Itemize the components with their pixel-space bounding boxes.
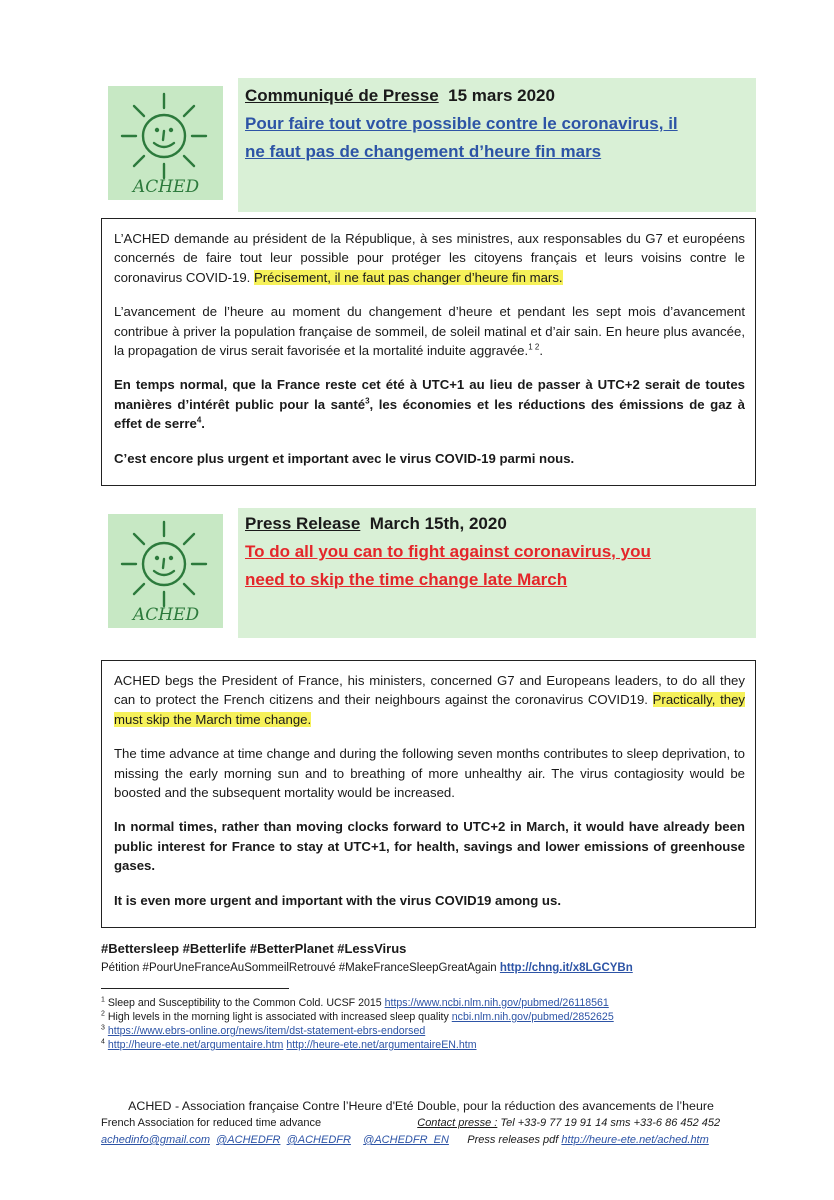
footnote-3-link[interactable]: https://www.ebrs-online.org/news/item/dst-statement-ebrs-endorsed (107, 1025, 426, 1037)
sun-face-icon (108, 86, 223, 200)
footer-twitter-link-2[interactable]: @ACHEDFR (286, 1134, 351, 1146)
fr-header (245, 86, 755, 166)
fr-highlight: Précisement, il ne faut pas changer d’heure fin mars. (253, 269, 563, 285)
fr-title: Pour faire tout votre possible contre le coronavirus, il ne faut pas de changement d’heure fin mars (245, 114, 678, 161)
en-highlight: Practically, they must skip the March time change. (114, 692, 745, 727)
footnote-4-link-fr[interactable]: http://heure-ete.net/argumentaire.htm (107, 1039, 284, 1051)
footer-twitter-link-1[interactable]: @ACHEDFR (216, 1134, 281, 1146)
fr-paragraph-3: En temps normal, que la France reste cet été à UTC+1 au lieu de passer à UTC+2 serait de toutes manières d’intérêt public pour la santé$^3$, les économies et les réductions des émissions de gaz à effet de serre$^4$. (114, 377, 745, 432)
fr-body-box (101, 218, 756, 486)
footer-email-link[interactable]: achedinfo@gmail.com (101, 1134, 210, 1146)
footer-twitter-link-en[interactable]: @ACHEDFR_EN (363, 1134, 449, 1146)
fr-release-label: Communiqué de Presse (245, 86, 439, 105)
sun-face-icon (108, 514, 223, 628)
footnote-3: $^3$ https://www.ebrs-online.org/news/item/dst-statement-ebrs-endorsed (101, 1024, 426, 1037)
logo-text: ACHED (132, 177, 200, 197)
hashtags: #Bettersleep #Betterlife #BetterPlanet #LessVirus (101, 941, 407, 956)
footer-association: ACHED - Association française Contre l’Heure d'Eté Double, pour la réduction des avancements de l’heure (128, 1099, 714, 1113)
footer-press-label: Press releases pdf (467, 1134, 562, 1146)
en-paragraph-3: In normal times, rather than moving clocks forward to UTC+2 in March, it would have already been public interest for France to stay at UTC+1, for health, savings and lower emissions of greenhouse gases. (114, 819, 745, 874)
ached-logo (108, 86, 223, 200)
footnote-2: $^2$ High levels in the morning light is associated with increased sleep quality ncbi.nlm.nih.gov/pubmed/2852625 (101, 1010, 614, 1023)
en-release-label: Press Release (245, 514, 361, 533)
logo-text: ACHED (132, 605, 200, 625)
en-body-box (101, 660, 756, 928)
footnote-1-link[interactable]: https://www.ncbi.nlm.nih.gov/pubmed/26118561 (384, 997, 609, 1009)
en-paragraph-2: The time advance at time change and during the following seven months contributes to sleep deprivation, to missing the early morning sun and to breathing of more unhealthy air. The virus contagiosity would be boosted and the subsequent mortality would be increased. (114, 746, 745, 801)
footer-association-en: French Association for reduced time advance (101, 1117, 322, 1129)
en-header (245, 514, 750, 594)
footnote-separator (101, 988, 289, 989)
fr-release-date: 15 mars 2020 (448, 86, 555, 105)
footnotes (101, 996, 614, 1052)
petition-line: Pétition #PourUneFranceAuSommeilRetrouvé #MakeFranceSleepGreatAgain http://chng.it/x8LGCYBn (101, 962, 633, 974)
en-release-date: March 15th, 2020 (369, 514, 507, 533)
footnote-4-link-en[interactable]: http://heure-ete.net/argumentaireEN.htm (286, 1039, 477, 1051)
fr-paragraph-1: L’ACHED demande au président de la République, à ses ministres, aux responsables du G7 et européens concernés de faire tout leur possible pour protéger les citoyens français et leurs voisins contre le coronavirus COVID-19. Précisement, il ne faut pas changer d’heure fin mars. (114, 231, 745, 285)
fr-paragraph-2: L’avancement de l’heure au moment du changement d’heure et pendant les sept mois d’avancement contribue à priver la population française de sommeil, de soleil matinal et d’air sain. En heure plus avancée, la propagation de virus serait favorisée et la mortalité induite aggravée.$^{1 2}$. (114, 304, 745, 359)
ached-logo (108, 514, 223, 628)
en-title: To do all you can to fight against coronavirus, you need to skip the time change late March (245, 542, 651, 589)
footer (101, 1098, 741, 1149)
en-paragraph-1: ACHED begs the President of France, his ministers, concerned G7 and Europeans leaders, to do all they can to protect the French citizens and their neighbours against the coronavirus COVID19. Practically, they must skip the March time change. (114, 673, 745, 727)
fr-paragraph-4: C’est encore plus urgent et important avec le virus COVID-19 parmi nous. (114, 450, 575, 466)
petition-link[interactable]: http://chng.it/x8LGCYBn (499, 962, 633, 974)
en-paragraph-4: It is even more urgent and important with the virus COVID19 among us. (114, 892, 561, 908)
footer-phone: Tel +33-9 77 19 91 14 sms +33-6 86 452 452 (497, 1117, 721, 1129)
footer-contact-label: Contact presse : (417, 1117, 498, 1129)
footer-press-link[interactable]: http://heure-ete.net/ached.htm (561, 1134, 709, 1146)
footnote-1: $^1$ Sleep and Susceptibility to the Common Cold. UCSF 2015 https://www.ncbi.nlm.nih.gov/pubmed/26118561 (101, 996, 609, 1009)
footnote-4: $^4$ http://heure-ete.net/argumentaire.htm http://heure-ete.net/argumentaireEN.htm (101, 1038, 477, 1051)
footnote-2-link[interactable]: ncbi.nlm.nih.gov/pubmed/2852625 (451, 1011, 614, 1023)
